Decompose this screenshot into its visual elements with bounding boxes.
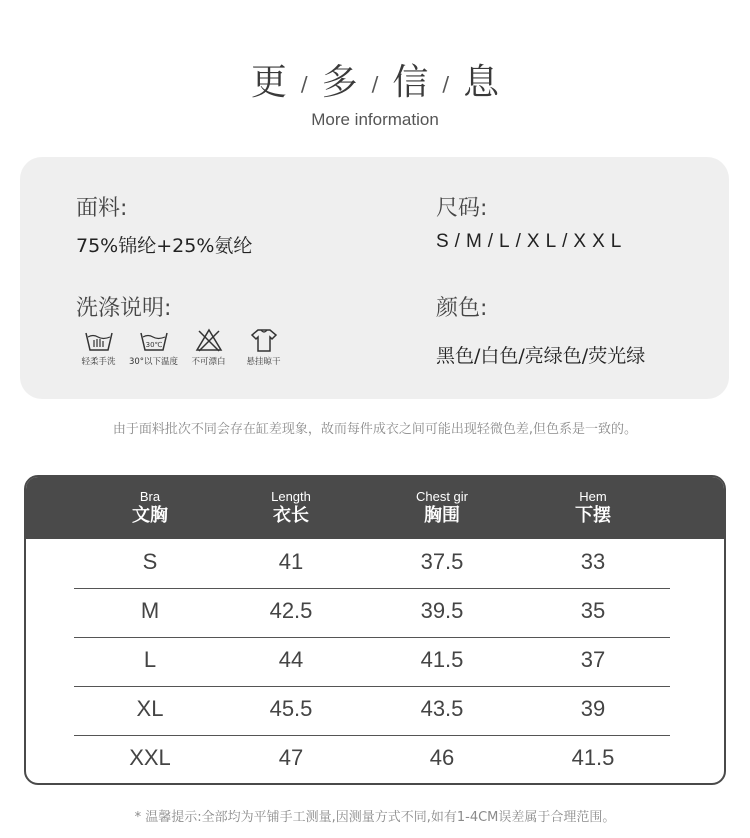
- cell-length: 45.5: [269, 696, 313, 721]
- header-length: [221, 489, 361, 527]
- care-caption: 不可漂白: [191, 357, 226, 367]
- row-divider: [74, 588, 670, 589]
- color-label: 颜色:: [436, 296, 488, 321]
- care-item: [76, 327, 121, 367]
- header-hem: [523, 489, 663, 527]
- header-chest: [372, 489, 512, 527]
- cell-size: M: [140, 598, 160, 623]
- header-en: Hem: [579, 489, 607, 504]
- page-subtitle: More information: [311, 110, 439, 129]
- info-card: [20, 157, 729, 399]
- header-en: Chest gir: [415, 489, 469, 504]
- color-value: 黑色/白色/亮绿色/荧光绿: [436, 345, 646, 367]
- table-row: [74, 541, 670, 589]
- wash-temp-text: 30℃: [145, 341, 162, 349]
- row-divider: [74, 686, 670, 687]
- hang-dry-icon: [249, 327, 279, 353]
- care-item: [241, 327, 286, 367]
- header-cn: 衣长: [273, 505, 309, 526]
- title-separator: /: [300, 72, 308, 96]
- size-value: S/M/L/XL/XXL: [436, 231, 628, 252]
- row-divider: [74, 735, 670, 736]
- cell-size: XXL: [129, 745, 171, 770]
- title-separator: /: [371, 72, 379, 96]
- title-char: 息: [463, 62, 500, 103]
- row-divider: [74, 637, 670, 638]
- fabric-label: 面料:: [76, 196, 128, 221]
- size-label: 尺码:: [436, 196, 488, 221]
- cell-size: XL: [136, 696, 164, 721]
- table-row: [74, 590, 670, 638]
- table-row: [74, 688, 670, 736]
- cell-hem: 33: [580, 549, 606, 574]
- cell-hem: 35: [580, 598, 606, 623]
- cell-size: S: [142, 549, 158, 574]
- cell-length: 44: [278, 647, 304, 672]
- table-header: [26, 477, 724, 539]
- hand-wash-icon: [84, 327, 114, 353]
- size-table: [24, 475, 726, 785]
- care-caption: 30°以下温度: [128, 357, 179, 367]
- table-row: [74, 639, 670, 687]
- title-separator: /: [442, 72, 450, 96]
- fabric-value: 75%锦纶+25%氨纶: [76, 235, 253, 257]
- care-caption: 悬挂晾干: [246, 357, 281, 367]
- title-char: 信: [392, 62, 429, 103]
- cell-chest: 46: [429, 745, 455, 770]
- cell-length: 41: [278, 549, 304, 574]
- cell-chest: 43.5: [420, 696, 464, 721]
- cell-hem: 37: [580, 647, 606, 672]
- page-title: [0, 54, 750, 105]
- table-row: [74, 737, 670, 785]
- title-char: 多: [321, 62, 358, 103]
- header-cn: 下摆: [575, 505, 611, 526]
- care-icons: [76, 327, 286, 367]
- header-cn: 文胸: [132, 505, 168, 526]
- cell-hem: 41.5: [571, 745, 615, 770]
- cell-chest: 37.5: [420, 549, 464, 574]
- header-bra: [80, 489, 220, 527]
- cell-chest: 41.5: [420, 647, 464, 672]
- no-bleach-icon: [194, 327, 224, 353]
- cell-hem: 39: [580, 696, 606, 721]
- header-cn: 胸围: [424, 505, 460, 526]
- title-char: 更: [250, 62, 287, 103]
- care-item: [128, 327, 179, 367]
- cell-chest: 39.5: [420, 598, 464, 623]
- care-label: 洗涤说明:: [76, 296, 172, 321]
- wash-30-icon: [139, 327, 169, 353]
- measurement-footnote: * 温馨提示:全部均为平铺手工测量,因测量方式不同,如有1-4CM误差属于合理范围。: [134, 810, 616, 825]
- cell-size: L: [143, 647, 157, 672]
- header-en: Length: [271, 489, 311, 504]
- care-caption: 轻柔手洗: [81, 357, 116, 367]
- cell-length: 47: [278, 745, 304, 770]
- care-item: [186, 327, 231, 367]
- color-note: 由于面料批次不同会存在缸差现象，故而每件成衣之间可能出现轻微色差,但色系是一致的。: [112, 422, 638, 437]
- header-en: Bra: [139, 489, 161, 504]
- cell-length: 42.5: [269, 598, 313, 623]
